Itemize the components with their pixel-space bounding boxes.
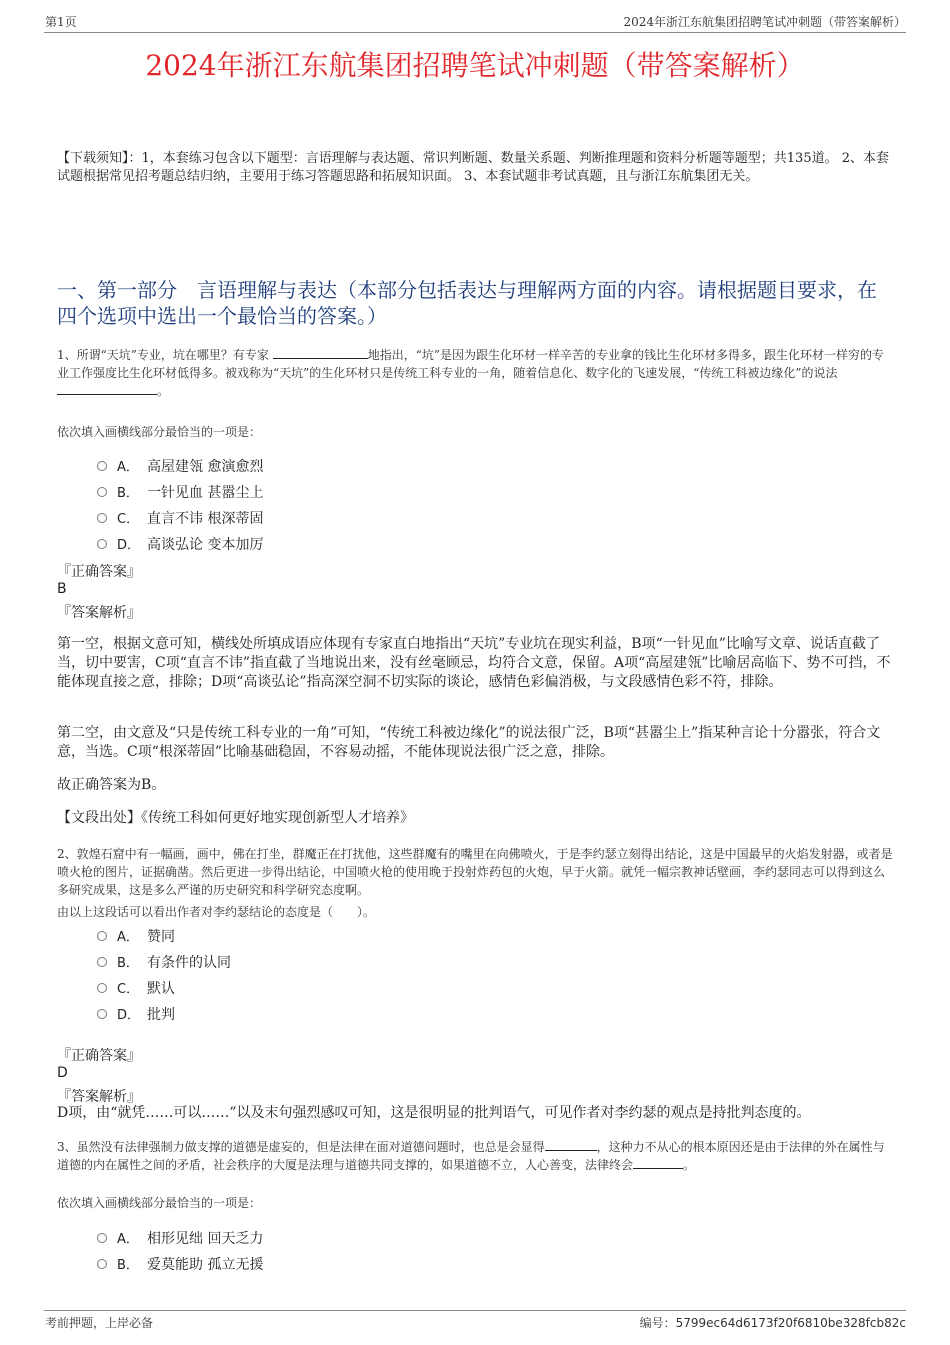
q1-option-c[interactable]: C． 直言不讳 根深蒂固: [97, 508, 263, 528]
q1-blank-2: [57, 382, 157, 395]
q1-option-b[interactable]: B． 一针见血 甚嚣尘上: [97, 482, 263, 502]
radio-icon[interactable]: [97, 931, 107, 941]
q2-answer: D: [57, 1065, 68, 1081]
radio-icon[interactable]: [97, 983, 107, 993]
q1-option-a[interactable]: A． 高屋建瓴 愈演愈烈: [97, 456, 263, 476]
q2-option-c[interactable]: C． 默认: [97, 978, 175, 998]
q1-analysis-label: 『答案解析』: [57, 605, 141, 621]
radio-icon[interactable]: [97, 513, 107, 523]
download-notice: 【下载须知】：1，本套练习包含以下题型：言语理解与表达题、常识判断题、数量关系题、判断推理题和资料分析题等题型；共135道。 2、本套试题根据常见招考题总结归纳，主要用于练习答题思路和拓展知识面。 3、本套试题非考试真题，且与浙江东航集团无关。: [57, 151, 889, 184]
q2-option-b[interactable]: B． 有条件的认同: [97, 952, 231, 972]
q1-prompt: 依次填入画横线部分最恰当的一项是：: [57, 425, 262, 439]
q3-option-b[interactable]: B． 爱莫能助 孤立无援: [97, 1254, 263, 1274]
question-2-text: 2、敦煌石窟中有一幅画，画中，佛在打坐，群魔正在打扰他，这些群魔有的嘴里在向佛喷火，于是李约瑟立刻得出结论，这是中国最早的火焰发射器，或者是喷火枪的图片，证据确凿。然后更进一步得出结论，中国喷火枪的使用晚于投射炸药包的火炮，早于火箭。就凭一幅宗教神话壁画，李约瑟同志可以得到这么多研究成果，这是多么严谨的历史研究和科学研究态度啊。: [57, 847, 893, 897]
page-title: 2024年浙江东航集团招聘笔试冲刺题（带答案解析）: [145, 49, 805, 82]
radio-icon[interactable]: [97, 1233, 107, 1243]
radio-icon[interactable]: [97, 461, 107, 471]
q1-correct-label: 『正确答案』: [57, 564, 141, 580]
radio-icon[interactable]: [97, 539, 107, 549]
section-heading: 一、第一部分 言语理解与表达（本部分包括表达与理解两方面的内容。请根据题目要求，在四个选项中选出一个最恰当的答案。）: [57, 278, 877, 328]
radio-icon[interactable]: [97, 487, 107, 497]
radio-icon[interactable]: [97, 1009, 107, 1019]
q3-part3: 。: [683, 1158, 696, 1172]
footer-divider: [44, 1310, 906, 1311]
header-divider: [44, 32, 906, 33]
document-code-label: 编号：: [639, 1316, 676, 1330]
q3-part1: 3、虽然没有法律强制力做支撑的道德是虚妄的，但是法律在面对道德问题时，也总是会显得: [57, 1140, 545, 1154]
q1-analysis-2: 第二空，由文意及“只是传统工科专业的一角”可知，“传统工科被边缘化”的说法很广泛，B项“甚嚣尘上”指某种言论十分嚣张，符合文意，当选。C项“根深蒂固”比喻基础稳固，不容易动摇，不能体现说法很广泛之意，排除。: [57, 725, 881, 760]
q2-correct-label: 『正确答案』: [57, 1048, 141, 1064]
q3-prompt: 依次填入画横线部分最恰当的一项是：: [57, 1196, 262, 1210]
q1-part3: 。: [157, 384, 170, 398]
q2-prompt: 由以上这段话可以看出作者对李约瑟结论的态度是（ ）。: [57, 905, 376, 919]
q3-part2: ，这种力不从心的根本原因还是由于法律的外在属性与道德的内在属性之间的矛盾，社会秩序的大厦是法理与道德共同支撑的，如果道德不立，人心善变，法律终会: [57, 1140, 885, 1172]
running-title: 2024年浙江东航集团招聘笔试冲刺题（带答案解析）: [623, 15, 906, 29]
q1-answer: B: [57, 581, 67, 597]
footer-slogan: 考前押题，上岸必备: [45, 1316, 154, 1330]
q1-part2: 地指出，“坑”是因为跟生化环材一样辛苦的专业拿的钱比生化环材多得多，跟生化环材一样穷的专业工作强度比生化环材低得多。被戏称为“天坑”的生化环材只是传统工科专业的一角，随着信息化、数字化的飞速发展，“传统工科被边缘化”的说法: [57, 348, 885, 380]
question-3-text: [57, 1138, 895, 1174]
page-number: 第1页: [45, 15, 77, 29]
q3-blank-1: [545, 1138, 597, 1151]
question-1-text: [57, 346, 895, 400]
q1-conclusion: 故正确答案为B。: [57, 777, 166, 793]
q1-source: 【文段出处】《传统工科如何更好地实现创新型人才培养》: [57, 810, 414, 826]
q2-option-a[interactable]: A． 赞同: [97, 926, 175, 946]
q1-part1: 1、所谓“天坑”专业，坑在哪里？有专家: [57, 348, 269, 362]
q3-option-a[interactable]: A． 相形见绌 回天乏力: [97, 1228, 263, 1248]
q2-analysis: D项，由“就凭……可以……”以及末句强烈感叹可知，这是很明显的批判语气，可见作者对李约瑟的观点是持批判态度的。: [57, 1105, 811, 1121]
q1-option-d[interactable]: D． 高谈弘论 变本加厉: [97, 534, 263, 554]
document-code-value: 5799ec64d6173f20f6810be328fcb82c: [675, 1316, 906, 1330]
q1-analysis-1: 第一空，根据文意可知，横线处所填成语应体现有专家直白地指出“天坑”专业坑在现实利益，B项“一针见血”比喻写文章、说话直截了当，切中要害，C项“直言不讳”指直截了当地说出来，没有丝毫顾忌，均符合文意，保留。A项“高屋建瓴”比喻居高临下、势不可挡，不能体现直接之意，排除；D项“高谈弘论”指高深空洞不切实际的谈论，感情色彩偏消极，与文段感情色彩不符，排除。: [57, 636, 891, 690]
q2-analysis-label: 『答案解析』: [57, 1089, 141, 1105]
q1-blank-1: [273, 346, 368, 359]
radio-icon[interactable]: [97, 957, 107, 967]
document-code: [640, 1314, 906, 1331]
q2-option-d[interactable]: D． 批判: [97, 1004, 175, 1024]
radio-icon[interactable]: [97, 1259, 107, 1269]
q3-blank-2: [633, 1156, 683, 1169]
